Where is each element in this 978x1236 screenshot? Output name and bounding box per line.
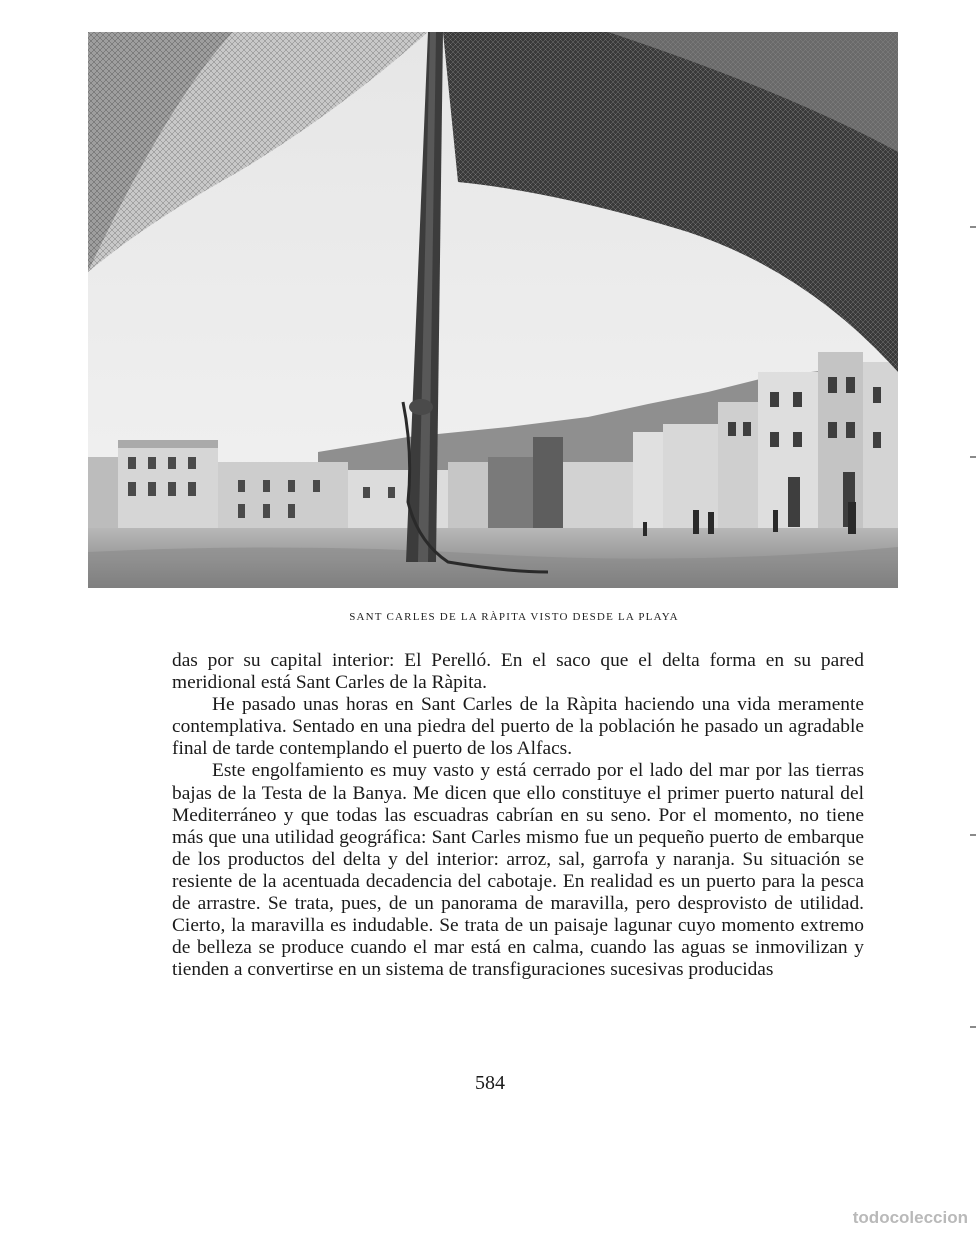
paragraph: das por su capital interior: El Perelló. En el saco que el delta forma en su pared meridional está Sant Carles de la Ràpita. — [172, 650, 864, 694]
harbor-photograph — [88, 32, 898, 588]
photo-illustration — [88, 32, 898, 588]
paragraph: Este engolfamiento es muy vasto y está cerrado por el lado del mar por las tierras bajas de la Testa de la Banya. Me dicen que ello constituye el primer puerto natural del Mediterráneo y que todas las escuadras cabrían en su seno. Por el momento, no tiene más que una utilidad geográfica: Sant Carles mismo fue un pequeño puerto de embarque de los productos del delta y del interior: arroz, sal, garrofa y naranja. Su situación se resiente de la acentuada decadencia del cabotaje. En realidad es un puerto para la pesca de arrastre. Se trata, pues, de un panorama de maravilla, pero desprovisto de utilidad. Cierto, la maravilla es indudable. Se trata de un paisaje lagunar cuyo momento extremo de belleza se produce cuando el mar está en calma, cuando las aguas se inmovilizan y tienden a convertirse en un sistema de transfiguraciones sucesivas producidas — [172, 760, 864, 981]
watermark — [853, 1208, 968, 1228]
scan-edge-mark — [970, 834, 976, 836]
watermark-text: todocoleccion — [852, 1208, 968, 1227]
paragraph: He pasado unas horas en Sant Carles de la Ràpita haciendo una vida meramente contemplativa. Sentado en una piedra del puerto de la población he pasado un agradable final de tarde contemplando el puerto de los Alfacs. — [172, 694, 864, 760]
photo-caption: SANT CARLES DE LA RÀPITA VISTO DESDE LA PLAYA — [349, 611, 679, 623]
scan-edge-mark — [970, 456, 976, 458]
page-number: 584 — [475, 1072, 505, 1094]
scan-edge-mark — [970, 1026, 976, 1028]
article-body — [172, 650, 864, 981]
scan-edge-mark — [970, 226, 976, 228]
